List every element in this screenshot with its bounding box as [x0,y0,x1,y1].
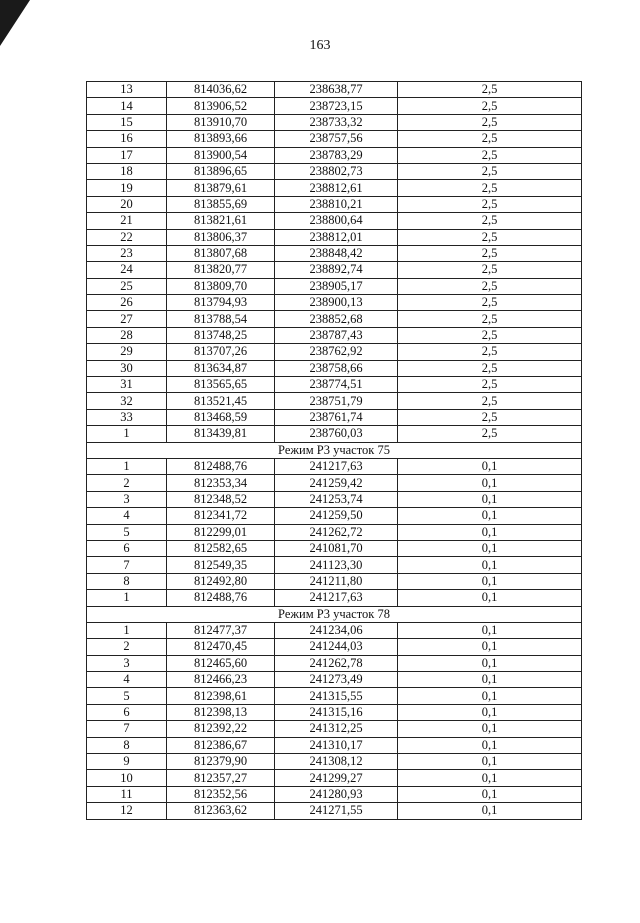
x-coordinate-cell: 812398,13 [167,704,275,720]
accuracy-cell: 2,5 [398,196,582,212]
accuracy-cell: 0,1 [398,704,582,720]
accuracy-cell: 2,5 [398,295,582,311]
coordinates-table-body [87,82,582,820]
x-coordinate-cell: 812392,22 [167,721,275,737]
page-number: 163 [309,38,331,53]
x-coordinate-cell: 812465,60 [167,655,275,671]
table-row [87,344,582,360]
x-coordinate-cell: 812488,76 [167,590,275,606]
table-row [87,573,582,589]
section-title: Режим Р3 участок 75 [87,442,582,458]
accuracy-cell: 2,5 [398,180,582,196]
y-coordinate-cell: 238751,79 [275,393,398,409]
y-coordinate-cell: 238892,74 [275,262,398,278]
table-row [87,98,582,114]
table-row [87,655,582,671]
y-coordinate-cell: 238810,21 [275,196,398,212]
table-row [87,672,582,688]
accuracy-cell: 0,1 [398,622,582,638]
y-coordinate-cell: 241312,25 [275,721,398,737]
y-coordinate-cell: 238723,15 [275,98,398,114]
table-row [87,327,582,343]
accuracy-cell: 0,1 [398,508,582,524]
table-row [87,704,582,720]
accuracy-cell: 2,5 [398,245,582,261]
x-coordinate-cell: 814036,62 [167,82,275,98]
x-coordinate-cell: 812352,56 [167,786,275,802]
point-number-cell: 3 [87,655,167,671]
x-coordinate-cell: 813565,65 [167,377,275,393]
y-coordinate-cell: 241217,63 [275,590,398,606]
point-number-cell: 1 [87,458,167,474]
table-row [87,229,582,245]
point-number-cell: 2 [87,475,167,491]
x-coordinate-cell: 812348,52 [167,491,275,507]
table-row [87,393,582,409]
section-title: Режим Р3 участок 78 [87,606,582,622]
accuracy-cell: 0,1 [398,540,582,556]
y-coordinate-cell: 241310,17 [275,737,398,753]
table-row [87,721,582,737]
table-row [87,622,582,638]
accuracy-cell: 2,5 [398,409,582,425]
x-coordinate-cell: 813634,87 [167,360,275,376]
point-number-cell: 25 [87,278,167,294]
x-coordinate-cell: 813900,54 [167,147,275,163]
point-number-cell: 12 [87,803,167,819]
table-row [87,803,582,819]
accuracy-cell: 0,1 [398,737,582,753]
point-number-cell: 7 [87,721,167,737]
y-coordinate-cell: 238757,56 [275,131,398,147]
point-number-cell: 26 [87,295,167,311]
y-coordinate-cell: 241271,55 [275,803,398,819]
x-coordinate-cell: 812379,90 [167,754,275,770]
table-row [87,311,582,327]
x-coordinate-cell: 812353,34 [167,475,275,491]
table-row [87,131,582,147]
y-coordinate-cell: 241244,03 [275,639,398,655]
accuracy-cell: 0,1 [398,524,582,540]
accuracy-cell: 0,1 [398,573,582,589]
point-number-cell: 30 [87,360,167,376]
x-coordinate-cell: 812363,62 [167,803,275,819]
accuracy-cell: 2,5 [398,426,582,442]
x-coordinate-cell: 813821,61 [167,213,275,229]
point-number-cell: 33 [87,409,167,425]
point-number-cell: 15 [87,114,167,130]
point-number-cell: 8 [87,573,167,589]
accuracy-cell: 2,5 [398,131,582,147]
table-row [87,540,582,556]
table-row [87,262,582,278]
y-coordinate-cell: 241253,74 [275,491,398,507]
y-coordinate-cell: 238774,51 [275,377,398,393]
point-number-cell: 1 [87,426,167,442]
accuracy-cell: 2,5 [398,344,582,360]
y-coordinate-cell: 241315,16 [275,704,398,720]
accuracy-cell: 0,1 [398,803,582,819]
y-coordinate-cell: 238733,32 [275,114,398,130]
accuracy-cell: 2,5 [398,82,582,98]
table-row [87,147,582,163]
x-coordinate-cell: 812398,61 [167,688,275,704]
point-number-cell: 24 [87,262,167,278]
point-number-cell: 3 [87,491,167,507]
accuracy-cell: 2,5 [398,377,582,393]
x-coordinate-cell: 813809,70 [167,278,275,294]
y-coordinate-cell: 241081,70 [275,540,398,556]
point-number-cell: 1 [87,622,167,638]
table-row [87,737,582,753]
point-number-cell: 1 [87,590,167,606]
y-coordinate-cell: 241259,42 [275,475,398,491]
y-coordinate-cell: 238760,03 [275,426,398,442]
accuracy-cell: 0,1 [398,639,582,655]
section-header-row [87,442,582,458]
x-coordinate-cell: 813893,66 [167,131,275,147]
x-coordinate-cell: 813794,93 [167,295,275,311]
point-number-cell: 4 [87,672,167,688]
y-coordinate-cell: 241217,63 [275,458,398,474]
table-row [87,491,582,507]
y-coordinate-cell: 241234,06 [275,622,398,638]
table-row [87,754,582,770]
table-row [87,114,582,130]
accuracy-cell: 0,1 [398,655,582,671]
point-number-cell: 14 [87,98,167,114]
table-row [87,245,582,261]
x-coordinate-cell: 812549,35 [167,557,275,573]
accuracy-cell: 0,1 [398,590,582,606]
point-number-cell: 19 [87,180,167,196]
point-number-cell: 7 [87,557,167,573]
x-coordinate-cell: 812492,80 [167,573,275,589]
accuracy-cell: 2,5 [398,98,582,114]
accuracy-cell: 0,1 [398,786,582,802]
table-row [87,426,582,442]
y-coordinate-cell: 241299,27 [275,770,398,786]
point-number-cell: 2 [87,639,167,655]
y-coordinate-cell: 241211,80 [275,573,398,589]
y-coordinate-cell: 238900,13 [275,295,398,311]
accuracy-cell: 2,5 [398,262,582,278]
x-coordinate-cell: 813439,81 [167,426,275,442]
accuracy-cell: 0,1 [398,557,582,573]
accuracy-cell: 2,5 [398,311,582,327]
x-coordinate-cell: 812582,65 [167,540,275,556]
table-row [87,639,582,655]
y-coordinate-cell: 241315,55 [275,688,398,704]
coordinates-table [86,81,582,820]
y-coordinate-cell: 238905,17 [275,278,398,294]
table-row [87,377,582,393]
x-coordinate-cell: 812470,45 [167,639,275,655]
point-number-cell: 32 [87,393,167,409]
y-coordinate-cell: 238848,42 [275,245,398,261]
accuracy-cell: 0,1 [398,672,582,688]
y-coordinate-cell: 241259,50 [275,508,398,524]
accuracy-cell: 0,1 [398,754,582,770]
y-coordinate-cell: 238787,43 [275,327,398,343]
point-number-cell: 17 [87,147,167,163]
y-coordinate-cell: 241123,30 [275,557,398,573]
y-coordinate-cell: 238783,29 [275,147,398,163]
y-coordinate-cell: 241262,72 [275,524,398,540]
accuracy-cell: 2,5 [398,114,582,130]
table-row [87,475,582,491]
accuracy-cell: 2,5 [398,360,582,376]
x-coordinate-cell: 813806,37 [167,229,275,245]
x-coordinate-cell: 813855,69 [167,196,275,212]
point-number-cell: 6 [87,540,167,556]
accuracy-cell: 0,1 [398,491,582,507]
accuracy-cell: 2,5 [398,147,582,163]
x-coordinate-cell: 812357,27 [167,770,275,786]
accuracy-cell: 0,1 [398,688,582,704]
point-number-cell: 9 [87,754,167,770]
point-number-cell: 28 [87,327,167,343]
table-row [87,278,582,294]
table-row [87,180,582,196]
table-row [87,196,582,212]
accuracy-cell: 2,5 [398,163,582,179]
y-coordinate-cell: 241308,12 [275,754,398,770]
point-number-cell: 5 [87,524,167,540]
y-coordinate-cell: 238758,66 [275,360,398,376]
point-number-cell: 22 [87,229,167,245]
accuracy-cell: 0,1 [398,458,582,474]
section-header-row [87,606,582,622]
table-row [87,163,582,179]
accuracy-cell: 2,5 [398,393,582,409]
table-row [87,82,582,98]
table-row [87,360,582,376]
y-coordinate-cell: 238852,68 [275,311,398,327]
point-number-cell: 4 [87,508,167,524]
point-number-cell: 8 [87,737,167,753]
point-number-cell: 11 [87,786,167,802]
x-coordinate-cell: 813807,68 [167,245,275,261]
x-coordinate-cell: 813707,26 [167,344,275,360]
y-coordinate-cell: 238812,61 [275,180,398,196]
x-coordinate-cell: 813468,59 [167,409,275,425]
y-coordinate-cell: 241280,93 [275,786,398,802]
point-number-cell: 13 [87,82,167,98]
table-row [87,524,582,540]
x-coordinate-cell: 812341,72 [167,508,275,524]
point-number-cell: 27 [87,311,167,327]
point-number-cell: 31 [87,377,167,393]
accuracy-cell: 2,5 [398,327,582,343]
accuracy-cell: 2,5 [398,229,582,245]
y-coordinate-cell: 238802,73 [275,163,398,179]
y-coordinate-cell: 238800,64 [275,213,398,229]
x-coordinate-cell: 813906,52 [167,98,275,114]
point-number-cell: 6 [87,704,167,720]
table-row [87,458,582,474]
point-number-cell: 16 [87,131,167,147]
x-coordinate-cell: 812477,37 [167,622,275,638]
y-coordinate-cell: 241273,49 [275,672,398,688]
table-row [87,557,582,573]
y-coordinate-cell: 238638,77 [275,82,398,98]
x-coordinate-cell: 813879,61 [167,180,275,196]
table-row [87,213,582,229]
y-coordinate-cell: 241262,78 [275,655,398,671]
table-row [87,508,582,524]
point-number-cell: 10 [87,770,167,786]
y-coordinate-cell: 238761,74 [275,409,398,425]
table-row [87,770,582,786]
y-coordinate-cell: 238812,01 [275,229,398,245]
point-number-cell: 18 [87,163,167,179]
y-coordinate-cell: 238762,92 [275,344,398,360]
table-row [87,590,582,606]
x-coordinate-cell: 812488,76 [167,458,275,474]
table-row [87,786,582,802]
table-row [87,409,582,425]
x-coordinate-cell: 813820,77 [167,262,275,278]
point-number-cell: 23 [87,245,167,261]
table-row [87,295,582,311]
point-number-cell: 20 [87,196,167,212]
x-coordinate-cell: 813748,25 [167,327,275,343]
x-coordinate-cell: 812386,67 [167,737,275,753]
point-number-cell: 29 [87,344,167,360]
point-number-cell: 21 [87,213,167,229]
point-number-cell: 5 [87,688,167,704]
table-row [87,688,582,704]
x-coordinate-cell: 813788,54 [167,311,275,327]
accuracy-cell: 2,5 [398,213,582,229]
accuracy-cell: 2,5 [398,278,582,294]
accuracy-cell: 0,1 [398,770,582,786]
x-coordinate-cell: 813910,70 [167,114,275,130]
x-coordinate-cell: 813521,45 [167,393,275,409]
accuracy-cell: 0,1 [398,721,582,737]
x-coordinate-cell: 812466,23 [167,672,275,688]
x-coordinate-cell: 812299,01 [167,524,275,540]
accuracy-cell: 0,1 [398,475,582,491]
x-coordinate-cell: 813896,65 [167,163,275,179]
